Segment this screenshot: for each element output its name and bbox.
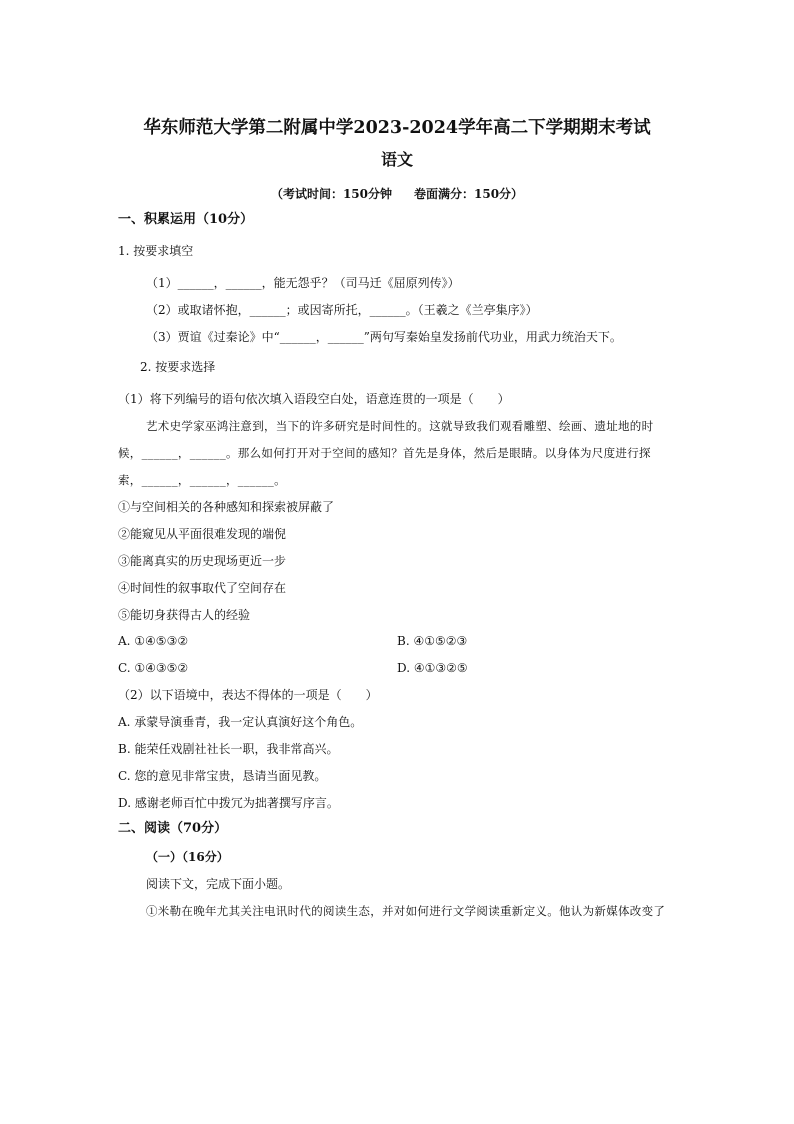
reading-first-line: ①米勒在晚年尤其关注电讯时代的阅读生态，并对如何进行文学阅读重新定义。他认为新媒体改变了 bbox=[146, 904, 666, 918]
passage-line-3: 索，______，______，______。 bbox=[118, 473, 286, 487]
part1-instruction: 阅读下文，完成下面小题。 bbox=[146, 877, 291, 891]
sub2-option-d: D. 感谢老师百忙中拨冗为拙著撰写序言。 bbox=[118, 796, 339, 810]
q2-sub2-stem: （2）以下语境中，表达不得体的一项是（ ） bbox=[118, 688, 378, 702]
sub2-option-a: A. 承蒙导演垂青，我一定认真演好这个角色。 bbox=[118, 715, 363, 729]
q2-title: 2. 按要求选择 bbox=[140, 360, 216, 374]
statement-5: ⑤能切身获得古人的经验 bbox=[118, 608, 251, 622]
sub2-option-c: C. 您的意见非常宝贵，恳请当面见教。 bbox=[118, 769, 327, 783]
option-d: D. ④①③②⑤ bbox=[397, 661, 468, 675]
exam-time: （考试时间：150分钟 bbox=[270, 187, 392, 201]
sub2-option-b: B. 能荣任戏剧社社长一职，我非常高兴。 bbox=[118, 742, 339, 756]
statement-2: ②能窥见从平面很难发现的端倪 bbox=[118, 527, 287, 541]
section1-heading: 一、积累运用（10分） bbox=[118, 212, 254, 227]
full-score: 卷面满分：150分） bbox=[414, 187, 524, 201]
subject-title: 语文 bbox=[380, 150, 413, 169]
exam-title: 华东师范大学第二附属中学2023-2024学年高二下学期期末考试 bbox=[143, 118, 651, 138]
exam-meta bbox=[0, 186, 794, 202]
passage-line-1: 艺术史学家巫鸿注意到，当下的许多研究是时间性的。这就导致我们观看雕塑、绘画、遗址地的时 bbox=[146, 419, 654, 433]
option-a: A. ①④⑤③② bbox=[118, 634, 189, 648]
statement-3: ③能离真实的历史现场更近一步 bbox=[118, 554, 287, 568]
section2-heading: 二、阅读（70分） bbox=[118, 821, 228, 836]
option-b: B. ④①⑤②③ bbox=[397, 634, 468, 648]
q2-sub1-stem: （1）将下列编号的语句依次填入语段空白处，语意连贯的一项是（ ） bbox=[118, 392, 510, 406]
q1-item-2: （2）或取诸怀抱，______；或因寄所托，______。（王羲之《兰亭集序》） bbox=[146, 303, 538, 317]
statement-4: ④时间性的叙事取代了空间存在 bbox=[118, 581, 287, 595]
q1-item-1: （1）______，______，能无怨乎？（司马迁《屈原列传》） bbox=[146, 276, 460, 290]
part1-heading: （一）（16分） bbox=[146, 850, 229, 864]
statement-1: ①与空间相关的各种感知和探索被屏蔽了 bbox=[118, 500, 335, 514]
q1-item-3: （3）贾谊《过秦论》中“______，______”两句写秦始皇发扬前代功业，用武力统治天下。 bbox=[146, 330, 622, 344]
q1-title: 1. 按要求填空 bbox=[118, 244, 194, 258]
passage-line-2: 候，______，______。那么如何打开对于空间的感知？首先是身体，然后是眼睛。以身体为尺度进行探 bbox=[118, 446, 651, 460]
option-c: C. ①④③⑤② bbox=[118, 661, 189, 675]
